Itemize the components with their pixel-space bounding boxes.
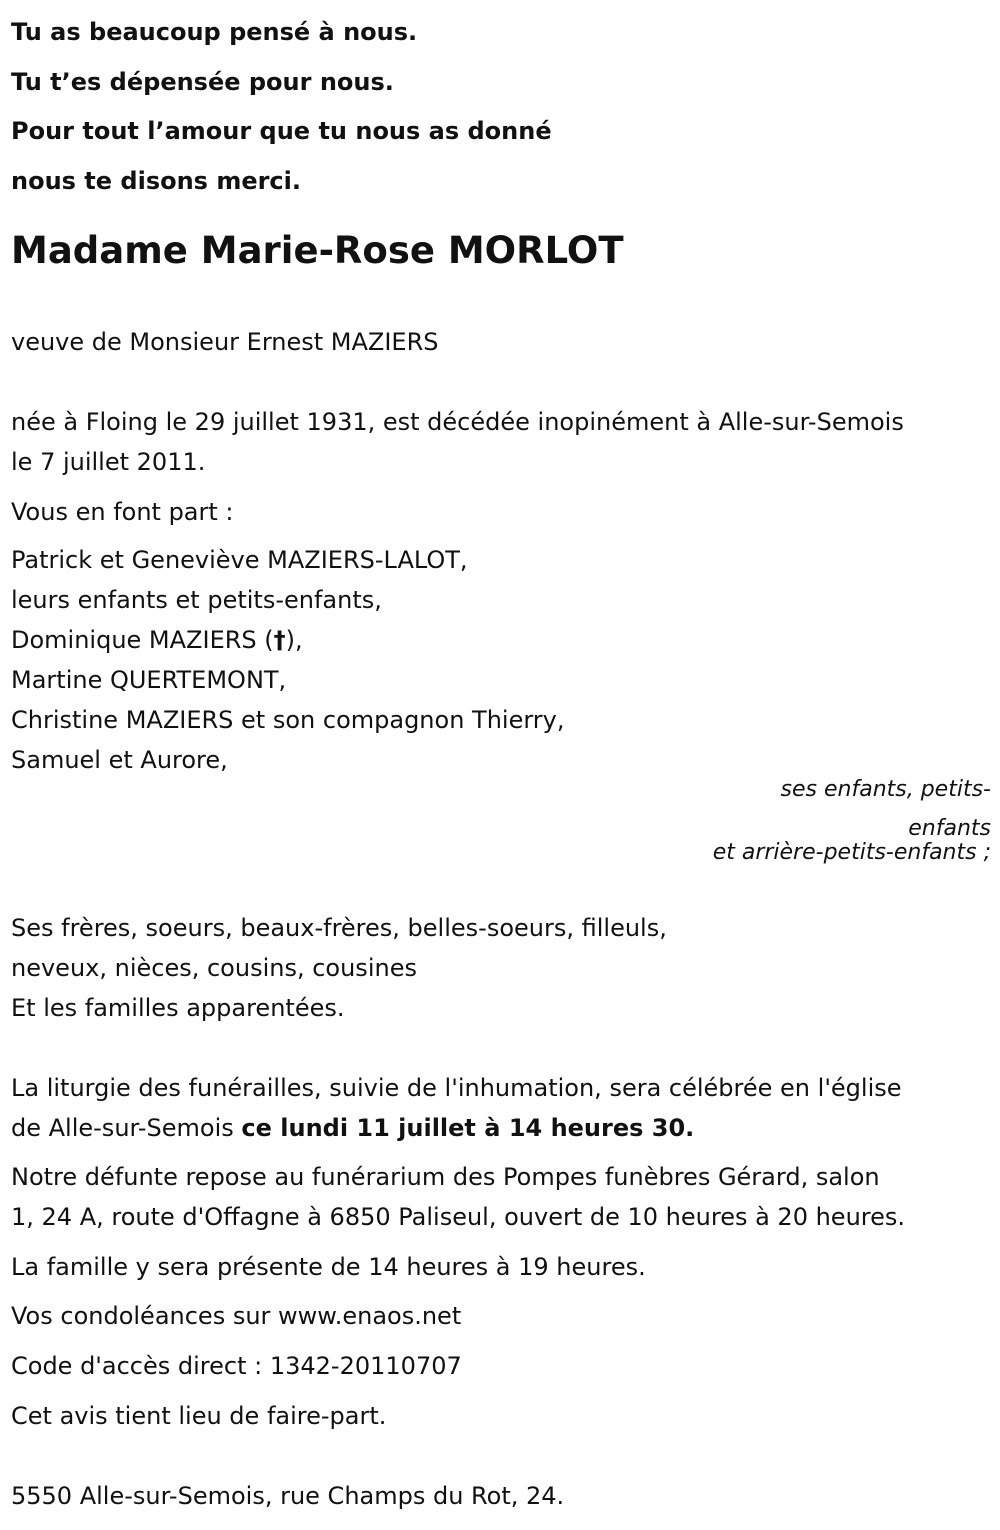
funerarium-info bbox=[11, 1157, 905, 1237]
family-line-text: Dominique MAZIERS ( bbox=[11, 626, 274, 654]
poem-line: Pour tout l’amour que tu nous as donné bbox=[11, 117, 552, 145]
birth-death-line: le 7 juillet 2011. bbox=[11, 448, 206, 476]
family-caption-children: ses enfants, petits-enfants bbox=[780, 777, 991, 841]
poem-line: Tu t’es dépensée pour nous. bbox=[11, 67, 394, 96]
family-line: Christine MAZIERS et son compagnon Thierry, bbox=[11, 706, 565, 734]
family-line: leurs enfants et petits-enfants, bbox=[11, 586, 382, 614]
birth-death-info bbox=[11, 402, 904, 482]
funerarium-line: Notre défunte repose au funérarium des Pompes funèbres Gérard, salon bbox=[11, 1163, 880, 1191]
extended-family bbox=[11, 908, 667, 1028]
widow-of: veuve de Monsieur Ernest MAZIERS bbox=[11, 328, 439, 356]
family-list bbox=[11, 540, 565, 780]
family-line-text: ), bbox=[285, 626, 303, 654]
liturgy-text: de Alle-sur-Semois bbox=[11, 1114, 242, 1142]
liturgy-line bbox=[11, 1108, 902, 1148]
notice-statement: Cet avis tient lieu de faire-part. bbox=[11, 1402, 387, 1430]
family-caption-great-grandchildren: et arrière-petits-enfants ; bbox=[712, 840, 991, 865]
extended-family-line: neveux, nièces, cousins, cousines bbox=[11, 954, 417, 982]
poem-line: nous te disons merci. bbox=[11, 166, 302, 195]
funeral-date-time: ce lundi 11 juillet à 14 heures 30. bbox=[241, 1114, 695, 1142]
liturgy-line: La liturgie des funérailles, suivie de l'inhumation, sera célébrée en l'église bbox=[11, 1074, 902, 1102]
poem bbox=[11, 8, 552, 206]
liturgy-info bbox=[11, 1068, 902, 1148]
family-line: Samuel et Aurore, bbox=[11, 746, 228, 774]
funerarium-line: 1, 24 A, route d'Offagne à 6850 Paliseul, ouvert de 10 heures à 20 heures. bbox=[11, 1203, 906, 1231]
condolences-info: Vos condoléances sur www.enaos.net bbox=[11, 1302, 462, 1330]
poem-line: Tu as beaucoup pensé à nous. bbox=[11, 18, 418, 46]
extended-family-line: Ses frères, soeurs, beaux-frères, belles-soeurs, filleuls, bbox=[11, 914, 667, 942]
extended-family-line: Et les familles apparentées. bbox=[11, 994, 345, 1022]
home-address: 5550 Alle-sur-Semois, rue Champs du Rot, 24. bbox=[11, 1482, 565, 1510]
family-presence: La famille y sera présente de 14 heures à 19 heures. bbox=[11, 1253, 646, 1281]
access-code: Code d'accès direct : 1342-20110707 bbox=[11, 1352, 462, 1380]
birth-death-line: née à Floing le 29 juillet 1931, est décédée inopinément à Alle-sur-Semois bbox=[11, 408, 904, 436]
family-line bbox=[11, 620, 565, 660]
cross-symbol: † bbox=[273, 626, 286, 654]
family-line: Patrick et Geneviève MAZIERS-LALOT, bbox=[11, 546, 468, 574]
deceased-name: Madame Marie-Rose MORLOT bbox=[11, 229, 624, 272]
family-line: Martine QUERTEMONT, bbox=[11, 666, 287, 694]
announcement-intro: Vous en font part : bbox=[11, 498, 234, 526]
